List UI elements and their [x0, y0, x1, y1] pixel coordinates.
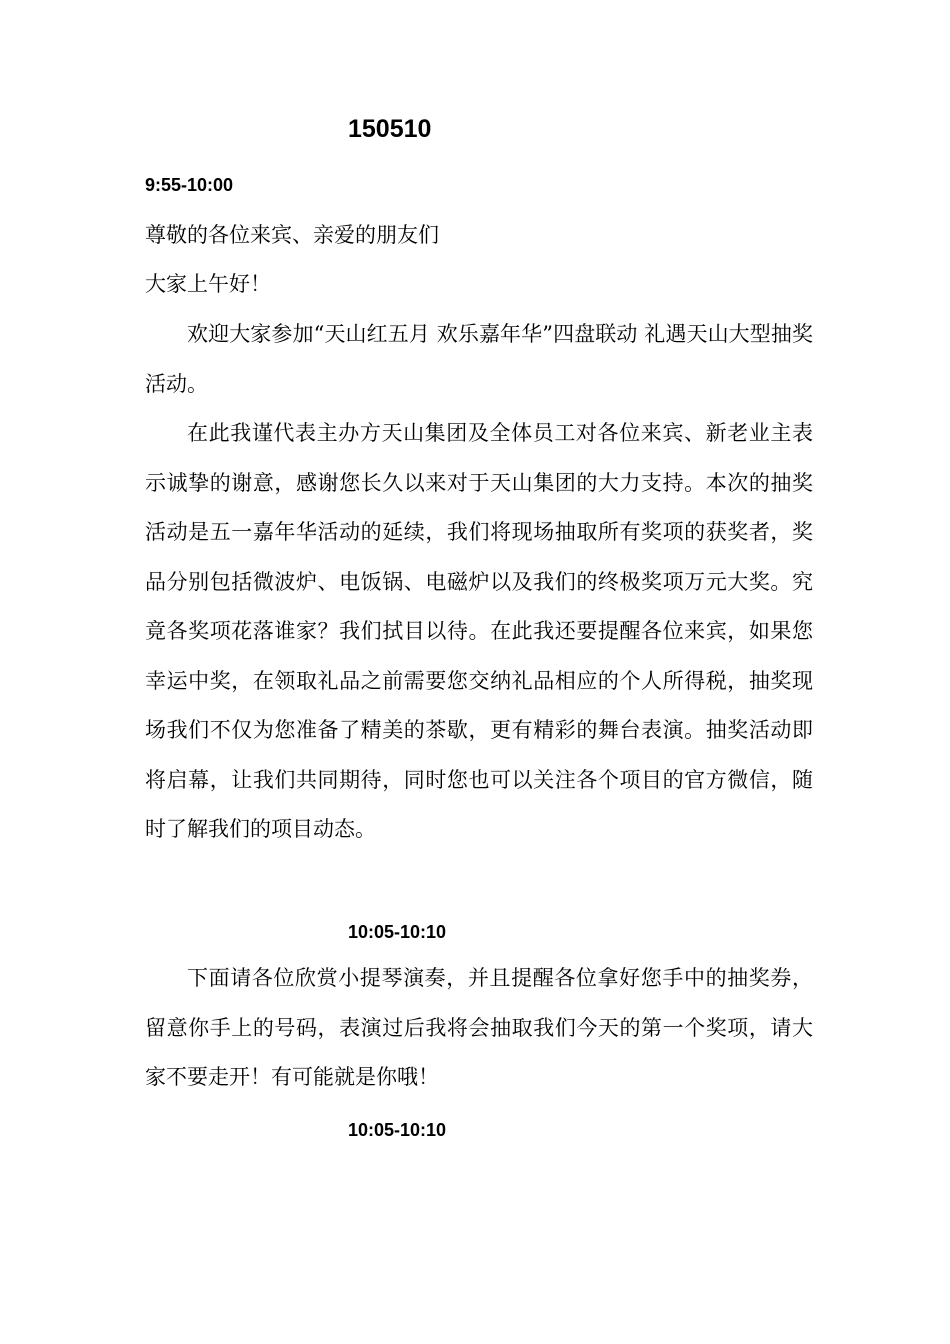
thanks-paragraph: 在此我谨代表主办方天山集团及全体员工对各位来宾、新老业主表示诚挚的谢意，感谢您长久以来对于天山集团的大力支持。本次的抽奖活动是五一嘉年华活动的延续，我们将现场抽取所有奖项的获奖者，奖品分别包括微波炉、电饭锅、电磁炉以及我们的终极奖项万元大奖。究竟各奖项花落谁家？我们拭目以待。在此我还要提醒各位来宾，如果您幸运中奖，在领取礼品之前需要您交纳礼品相应的个人所得税，抽奖现场我们不仅为您准备了精美的茶歇，更有精彩的舞台表演。抽奖活动即将启幕，让我们共同期待，同时您也可以关注各个项目的官方微信，随时了解我们的项目动态。: [145, 421, 813, 841]
welcome-paragraph: 欢迎大家参加“天山红五月 欢乐嘉年华”四盘联动 礼遇天山大型抽奖活动。: [145, 322, 813, 396]
document-title: 150510: [348, 115, 432, 143]
time-heading-2: 10:05-10:10: [348, 922, 447, 942]
greeting-line: 尊敬的各位来宾、亲爱的朋友们: [145, 223, 439, 247]
time-heading-3: 10:05-10:10: [348, 1120, 447, 1140]
time-heading-1: 9:55-10:00: [145, 175, 234, 195]
good-morning-line: 大家上午好！: [145, 272, 271, 296]
violin-performance-paragraph: 下面请各位欣赏小提琴演奏，并且提醒各位拿好您手中的抽奖券，留意你手上的号码，表演过后我将会抽取我们今天的第一个奖项，请大家不要走开！有可能就是你哦！: [145, 966, 813, 1089]
